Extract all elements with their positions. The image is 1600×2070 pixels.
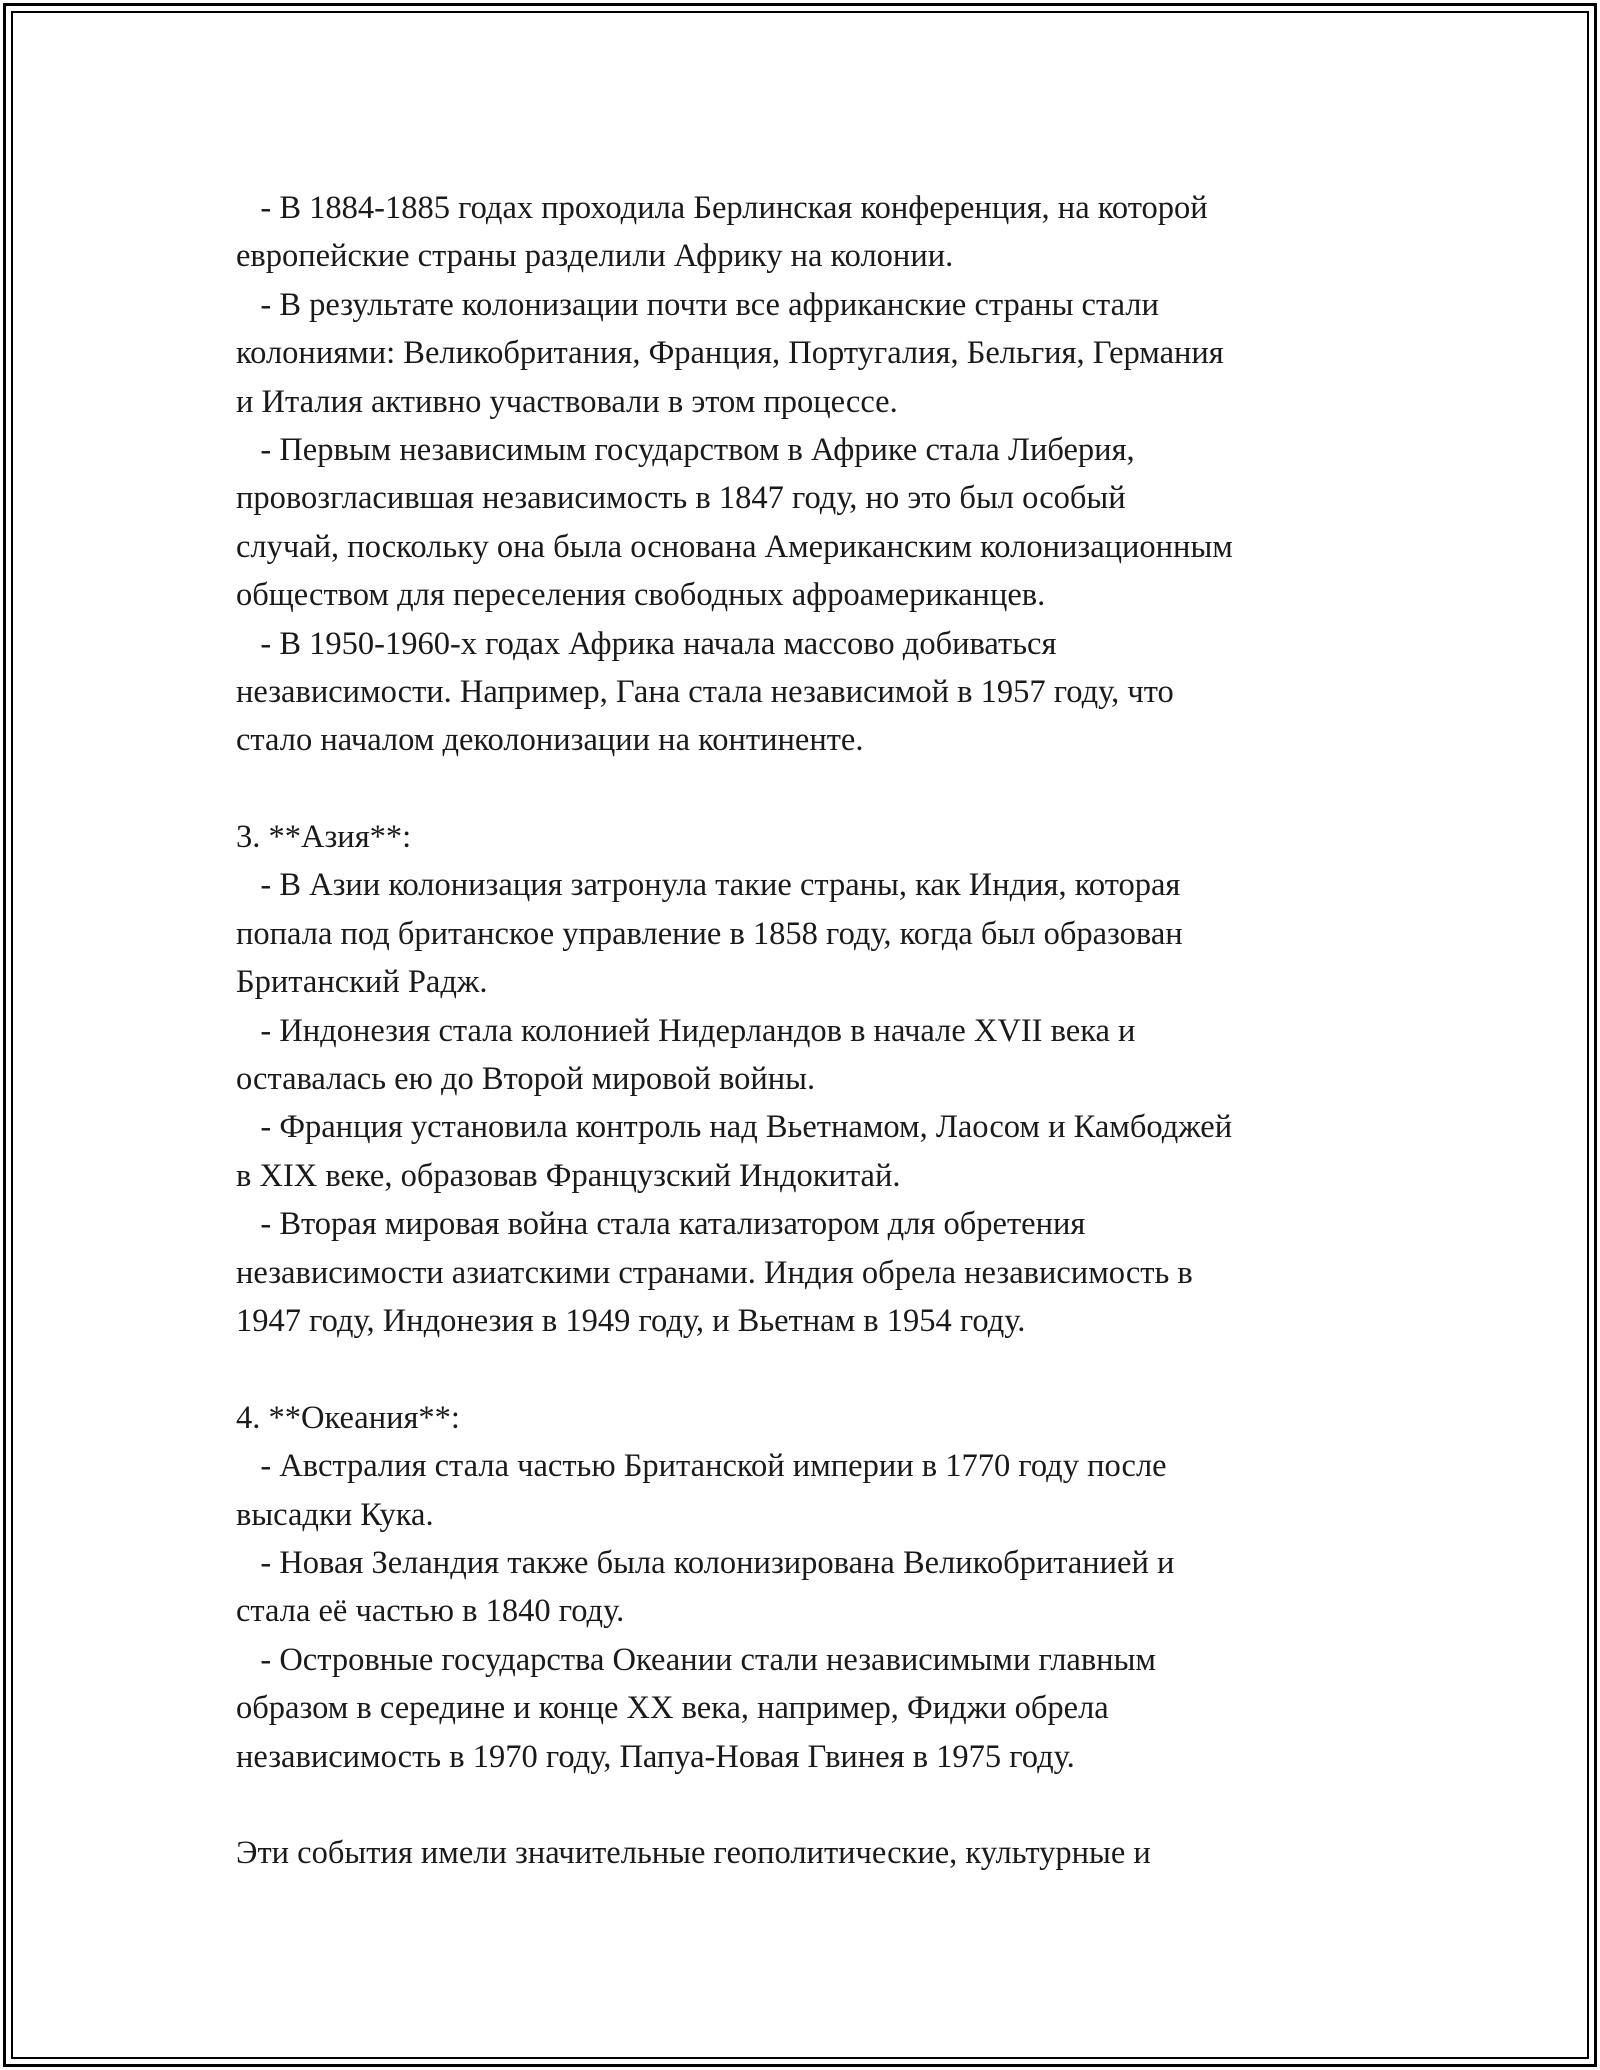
- text-line: - В 1884-1885 годах проходила Берлинская конференция, на которой: [236, 190, 1208, 226]
- text-line: Британский Радж.: [236, 964, 488, 1001]
- text-line: попала под британское управление в 1858 году, когда был образован: [236, 915, 1183, 952]
- section-heading-asia: 3. **Азия**:: [236, 819, 412, 856]
- document-body: [236, 184, 1436, 1878]
- text-line: и Италия активно участвовали в этом процессе.: [236, 383, 898, 420]
- text-line: независимость в 1970 году, Папуа-Новая Гвинея в 1975 году.: [236, 1738, 1075, 1775]
- text-line: - В результате колонизации почти все африканские страны стали: [236, 286, 1159, 323]
- text-line: провозгласившая независимость в 1847 году, но это был особый: [236, 480, 1126, 517]
- text-line: независимости. Например, Гана стала независимой в 1957 году, что: [236, 673, 1174, 710]
- text-line: стало началом деколонизации на континенте.: [236, 722, 864, 759]
- text-line: Эти события имели значительные геополитические, культурные и: [236, 1835, 1151, 1872]
- text-line: - Первым независимым государством в Африке стала Либерия,: [236, 431, 1135, 468]
- text-line: европейские страны разделили Африку на колонии.: [236, 238, 954, 275]
- text-line: - Индонезия стала колонией Нидерландов в начале XVII века и: [236, 1012, 1136, 1049]
- text-line: стала её частью в 1840 году.: [236, 1593, 625, 1630]
- text-line: - Франция установила контроль над Вьетнамом, Лаосом и Камбоджей: [236, 1109, 1233, 1146]
- text-line: - Вторая мировая война стала катализатором для обретения: [236, 1206, 1086, 1243]
- text-line: - Новая Зеландия также была колонизирована Великобританией и: [236, 1544, 1175, 1581]
- text-line: обществом для переселения свободных афроамериканцев.: [236, 577, 1046, 614]
- text-line: - Австралия стала частью Британской империи в 1770 году после: [236, 1448, 1167, 1485]
- text-line: образом в середине и конце XX века, например, Фиджи обрела: [236, 1690, 1109, 1727]
- text-line: колониями: Великобритания, Франция, Португалия, Бельгия, Германия: [236, 335, 1224, 372]
- text-line: высадки Кука.: [236, 1496, 434, 1533]
- text-line: случай, поскольку она была основана Американским колонизационным: [236, 528, 1233, 565]
- text-line: - В Азии колонизация затронула такие страны, как Индия, которая: [236, 867, 1181, 904]
- text-line: независимости азиатскими странами. Индия обрела независимость в: [236, 1254, 1193, 1291]
- text-line: 1947 году, Индонезия в 1949 году, и Вьетнам в 1954 году.: [236, 1302, 1026, 1339]
- section-heading-oceania: 4. **Океания**:: [236, 1399, 460, 1436]
- text-line: оставалась ею до Второй мировой войны.: [236, 1061, 816, 1098]
- blank-line: [236, 1345, 1436, 1393]
- blank-line: [236, 1781, 1436, 1829]
- text-line: в XIX веке, образовав Французский Индокитай.: [236, 1157, 901, 1194]
- text-line: - В 1950-1960-х годах Африка начала массово добиваться: [236, 625, 1057, 662]
- blank-line: [236, 765, 1436, 813]
- text-line: - Островные государства Океании стали независимыми главным: [236, 1641, 1156, 1678]
